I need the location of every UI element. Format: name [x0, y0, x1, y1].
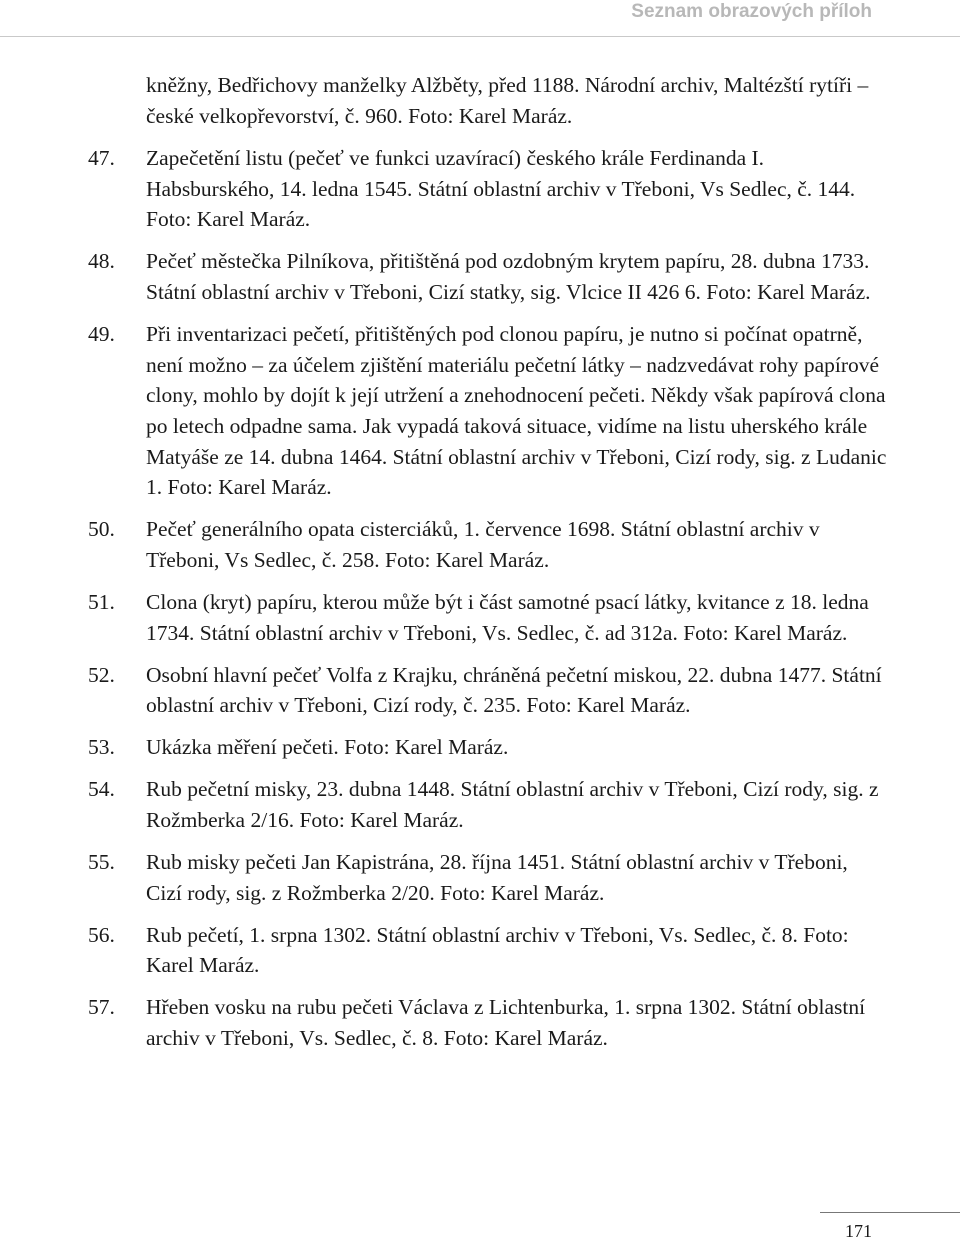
caption-entry-57 — [88, 992, 888, 1053]
caption-text: Zapečetění listu (pečeť ve funkci uzavírací) českého krále Ferdinanda I. Habsburského, 14. ledna 1545. Státní oblastní archiv v Třeboni, Vs Sedlec, č. 144. Foto: Karel Maráz. — [146, 146, 856, 232]
caption-number: 47. — [88, 146, 115, 171]
continued-caption — [88, 70, 888, 131]
caption-number: 51. — [88, 589, 115, 614]
caption-number: 50. — [88, 517, 115, 542]
caption-text: Pečeť městečka Pilníkova, přitištěná pod ozdobným krytem papíru, 28. dubna 1733. Státní oblastní archiv v Třeboni, Cizí statky, sig. Vlcice II 426 6. Foto: Karel Maráz. — [146, 249, 871, 305]
caption-text: Pečeť generálního opata cisterciáků, 1. července 1698. Státní oblastní archiv v Třeboni, Vs Sedlec, č. 258. Foto: Karel Maráz. — [146, 517, 820, 572]
caption-entry-48 — [88, 246, 888, 307]
caption-entry-49 — [88, 319, 888, 503]
caption-text: kněžny, Bedřichovy manželky Alžběty, před 1188. Národní archiv, Maltézští rytíři – české velkopřevorství, č. 960. Foto: Karel Maráz. — [146, 73, 869, 128]
footer-rule — [820, 1212, 960, 1213]
caption-number: 49. — [88, 322, 115, 347]
caption-entry-53 — [88, 732, 888, 763]
caption-entry-47 — [88, 143, 888, 235]
caption-entry-56 — [88, 920, 888, 981]
caption-text: Hřeben vosku na rubu pečeti Václava z Lichtenburka, 1. srpna 1302. Státní oblastní archiv v Třeboni, Vs. Sedlec, č. 8. Foto: Karel Maráz. — [146, 995, 866, 1051]
caption-text: Ukázka měření pečeti. Foto: Karel Maráz. — [146, 735, 509, 760]
caption-number: 55. — [88, 850, 115, 875]
caption-entry-50 — [88, 514, 888, 575]
caption-entry-52 — [88, 660, 888, 721]
caption-entry-55 — [88, 847, 888, 908]
caption-text: Při inventarizaci pečetí, přitištěných pod clonou papíru, je nutno si počínat opatrně, není možno – za účelem zjištění materiálu pečetní látky – nadzvedávat rohy papírové clony, mohlo by dojít k její utržení a znehodnocení pečeti. Někdy však papírová clona po letech odpadne sama. Jak vypadá taková situace, vidíme na listu uherského krále Matyáše ze 14. dubna 1464. Státní oblastní archiv v Třeboni, Cizí rody, sig. z Ludanic 1. Foto: Karel Maráz. — [146, 322, 887, 500]
caption-text: Clona (kryt) papíru, kterou může být i část samotné psací látky, kvitance z 18. ledna 1734. Státní oblastní archiv v Třeboni, Vs. Sedlec, č. ad 312a. Foto: Karel Maráz. — [146, 589, 869, 645]
header-rule — [0, 36, 960, 37]
caption-list — [88, 70, 888, 1065]
caption-number: 52. — [88, 662, 115, 687]
caption-text: Rub pečetí, 1. srpna 1302. Státní oblastní archiv v Třeboni, Vs. Sedlec, č. 8. Foto: Karel Maráz. — [146, 922, 849, 978]
page-number: 171 — [845, 1221, 872, 1241]
caption-text: Rub misky pečeti Jan Kapistrána, 28. října 1451. Státní oblastní archiv v Třeboni, Cizí rody, sig. z Rožmberka 2/20. Foto: Karel Maráz. — [146, 850, 848, 905]
caption-number: 48. — [88, 249, 115, 274]
caption-number: 57. — [88, 995, 115, 1020]
caption-number: 53. — [88, 735, 115, 760]
caption-entry-54 — [88, 774, 888, 835]
caption-entry-51 — [88, 587, 888, 648]
caption-number: 54. — [88, 777, 115, 802]
caption-text: Osobní hlavní pečeť Volfa z Krajku, chráněná pečetní miskou, 22. dubna 1477. Státní oblastní archiv v Třeboni, Cizí rody, č. 235. Foto: Karel Maráz. — [146, 662, 882, 718]
caption-text: Rub pečetní misky, 23. dubna 1448. Státní oblastní archiv v Třeboni, Cizí rody, sig. z Rožmberka 2/16. Foto: Karel Maráz. — [146, 777, 879, 832]
running-head: Seznam obrazových příloh — [631, 1, 872, 22]
caption-number: 56. — [88, 922, 115, 947]
